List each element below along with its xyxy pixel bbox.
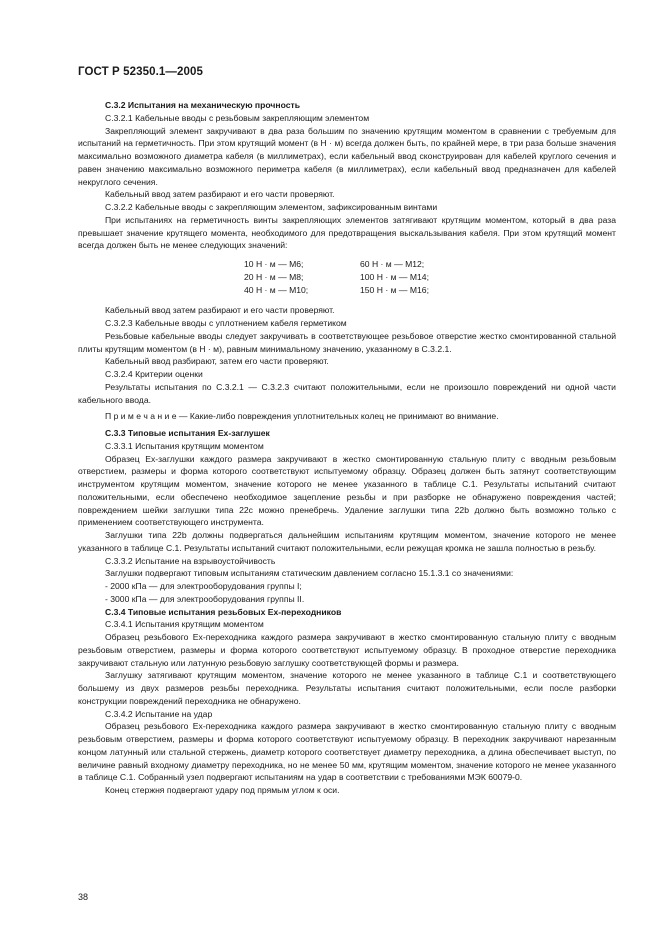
- torque-value: 40 Н · м — М10;: [244, 284, 309, 295]
- torque-value: 20 Н · м — М8;: [244, 271, 304, 282]
- subsection-heading: С.3.4.2 Испытание на удар: [105, 708, 213, 719]
- paragraph: Образец Ех-заглушки каждого размера закручивают в жестко смонтированную стальную плиту с вводным резьбовым отверстием, размеры и форма которого соответствуют испытуемому образцу. Образец должен быть затянут соответствующим инструментом крутящим моментом, значение которого не менее указанного в таблице С.1. Результаты испытаний считают положительными, если обеспечено необходимое зацепление резьбы и при разборке не обнаружено повреждения частей; повреждением шейки заглушки типа 22с можно пренебречь. Удаление заглушки типа 22b должно быть возможно только с применением соответствующего инструмента.: [78, 453, 616, 528]
- list-item: - 3000 кПа — для электрооборудования группы II.: [105, 593, 305, 604]
- paragraph: Заглушки типа 22b должны подвергаться дальнейшим испытаниям крутящим моментом, значение которого не менее указанного в таблице С.1. Результаты испытаний считают положительными, если режущая кромка не зашла полностью в резьбу.: [78, 530, 616, 553]
- paragraph: Образец резьбового Ех-переходника каждого размера закручивают в жестко смонтированную стальную плиту с вводным резьбовым отверстием, размеры и форма которого соответствуют испытуемому образцу. В переходник закручивают нарезанным концом латунный или стальной стержень, диаметр которого соответствует диаметру переходника, а длина обеспечивает выступ, по величине равный входному диаметру переходника, но не менее 50 мм, крутящим моментом, значение которого не менее указанного в таблице С.1. Собранный узел подвергают испытаниям на удар в соответствии с требованиями МЭК 60079-0.: [78, 721, 616, 783]
- torque-values-list: [244, 258, 484, 296]
- torque-value: 150 Н · м — М16;: [360, 284, 429, 295]
- page-number: 38: [78, 892, 89, 902]
- paragraph: При испытаниях на герметичность винты закрепляющих элементов затягивают крутящим моментом, который в два раза превышает значение крутящего момента, необходимого для предотвращения выскальзывания кабеля. При этом крутящий момент всегда должен быть не менее следующих значений:: [78, 214, 616, 251]
- paragraph: Резьбовые кабельные вводы следует закручивать в соответствующее резьбовое отверстие жестко смонтированной стальной плиты крутящим моментом (в Н · м), равным минимальному значению, указанному в С.3.2.1.: [78, 330, 616, 354]
- list-item: - 2000 кПа — для электрооборудования группы I;: [105, 581, 302, 591]
- subsection-heading: С.3.3.2 Испытание на взрывоустойчивость: [105, 555, 276, 566]
- torque-row: [244, 271, 484, 284]
- paragraph: Результаты испытания по С.3.2.1 — С.3.2.3 считают положительными, если не произошло повреждений ни одной части кабельного ввода.: [78, 381, 616, 405]
- torque-value: 10 Н · м — М6;: [244, 259, 304, 269]
- paragraph: Образец резьбового Ех-переходника каждого размера закручивают в жестко смонтированную стальную плиту с вводным резьбовым отверстием, размеры и форма которого соответствуют испытуемому образцу. В проходное отверстие переходника закручивают стальную или латунную резьбовую заглушку соответствующей формы и размера.: [78, 632, 616, 668]
- torque-row: [244, 258, 484, 271]
- paragraph: Заглушку затягивают крутящим моментом, значение которого не менее указанного в таблице С.1 и соответствующего большему из двух размеров резьбы переходника. Результаты испытания считают положительными, если после разборки конструкции повреждений переходника не обнаружено.: [78, 670, 616, 706]
- section-heading: С.3.4 Типовые испытания резьбовых Ех-переходников: [105, 606, 342, 617]
- subsection-heading: С.3.2.2 Кабельные вводы с закрепляющим элементом, зафиксированным винтами: [105, 202, 438, 212]
- paragraph: Заглушки подвергают типовым испытаниям статическим давлением согласно 15.1.3.1 со значениями:: [105, 568, 514, 579]
- torque-row: [244, 284, 484, 297]
- note: П р и м е ч а н и е — Какие-либо повреждения уплотнительных колец не принимают во внимание.: [105, 411, 499, 422]
- paragraph: Кабельный ввод разбирают, затем его части проверяют.: [105, 356, 329, 367]
- subsection-heading: С.3.2.3 Кабельные вводы с уплотнением кабеля герметиком: [105, 318, 347, 328]
- paragraph: Закрепляющий элемент закручивают в два раза большим по значению крутящим моментом в сравнении с требуемым для испытаний на герметичность. При этом крутящий момент (в Н · м) всегда должен быть, по крайней мере, в три раза больше значения максимально возможного диаметра кабеля (в миллиметрах), если кабельный ввод сконструирован для кабелей круглого сечения и равен значению максимально возможного периметра кабеля (в миллиметрах), если кабельный ввод предназначен для кабелей некруглого сечения.: [78, 125, 616, 187]
- page-header: ГОСТ Р 52350.1—2005: [78, 66, 203, 78]
- torque-value: 100 Н · м — М14;: [360, 271, 429, 282]
- section-heading: С.3.3 Типовые испытания Ех-заглушек: [105, 428, 270, 438]
- subsection-heading: С.3.4.1 Испытания крутящим моментом: [105, 619, 264, 630]
- subsection-heading: С.3.2.1 Кабельные вводы с резьбовым закрепляющим элементом: [105, 112, 370, 123]
- torque-value: 60 Н · м — М12;: [360, 259, 425, 269]
- subsection-heading: С.3.2.4 Критерии оценки: [105, 369, 203, 379]
- paragraph: Конец стержня подвергают удару под прямым углом к оси.: [105, 785, 340, 795]
- paragraph: Кабельный ввод затем разбирают и его части проверяют.: [105, 305, 335, 316]
- document-body: [78, 94, 616, 797]
- paragraph: Кабельный ввод затем разбирают и его части проверяют.: [105, 189, 335, 200]
- section-heading: С.3.2 Испытания на механическую прочность: [105, 100, 300, 110]
- subsection-heading: С.3.3.1 Испытания крутящим моментом: [105, 440, 264, 451]
